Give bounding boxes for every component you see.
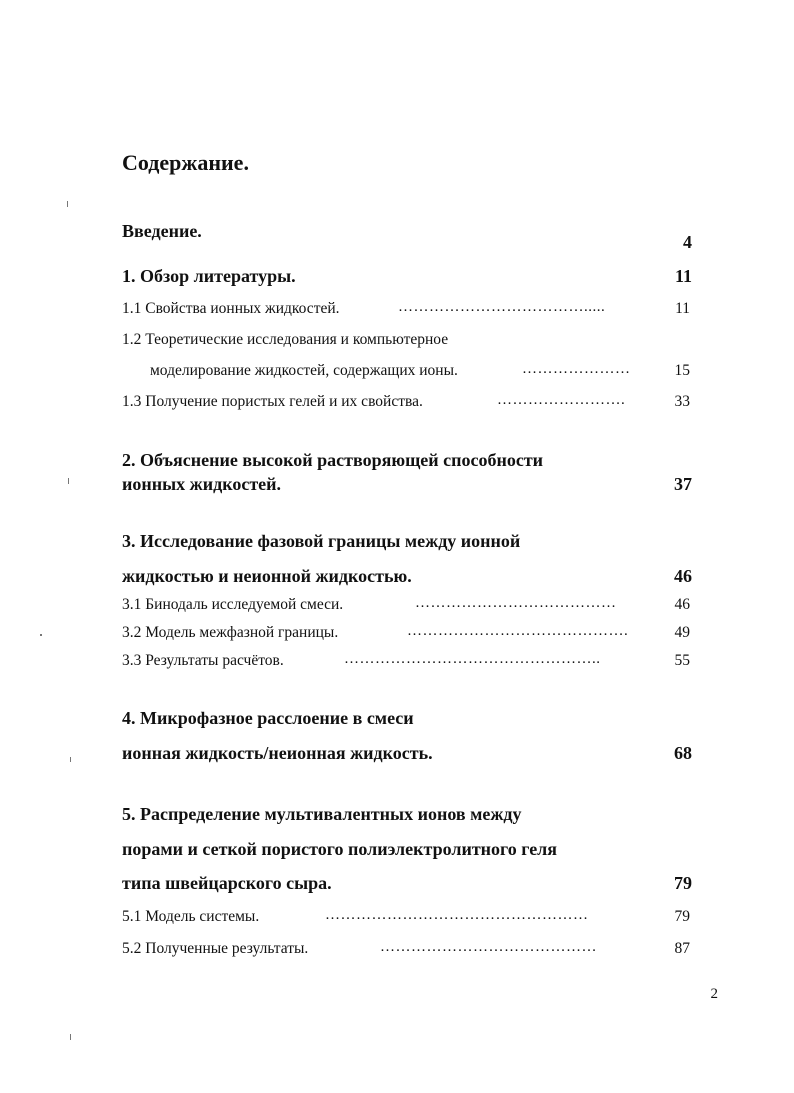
toc-section-1-2-leader: …………………	[522, 361, 631, 377]
scan-mark	[67, 201, 68, 207]
toc-section-3-2-page: 49	[674, 624, 690, 641]
toc-section-5-2-page: 87	[674, 940, 690, 957]
page-title: Содержание.	[122, 150, 249, 175]
toc-section-3-2-leader: …………………………………….	[407, 623, 629, 639]
toc-section-5-1-title: 5.1 Модель системы.	[122, 908, 260, 925]
toc-chapter-5-title-line1: 5. Распределение мультивалентных ионов между	[122, 804, 522, 824]
toc-section-5-1-page: 79	[674, 908, 690, 925]
toc-section-3-3-page: 55	[674, 652, 690, 669]
toc-chapter-4-title-line1: 4. Микрофазное расслоение в смеси	[122, 708, 414, 728]
toc-chapter-4-page: 68	[674, 743, 692, 763]
toc-section-3-1-title: 3.1 Бинодаль исследуемой смеси.	[122, 596, 344, 613]
toc-chapter-1-title: 1. Обзор литературы.	[122, 266, 296, 286]
toc-chapter-3-title-line1: 3. Исследование фазовой границы между ионной	[122, 531, 521, 551]
toc-section-1-1-title: 1.1 Свойства ионных жидкостей.	[122, 300, 340, 317]
toc-intro-title: Введение.	[122, 221, 202, 241]
toc-section-1-3-leader: …………………….	[497, 392, 626, 408]
scan-mark	[70, 1034, 71, 1040]
toc-chapter-2-title-line1: 2. Объяснение высокой растворяющей способности	[122, 450, 544, 470]
toc-section-5-1-leader: ……………………………………………	[325, 907, 589, 923]
toc-chapter-2-page: 37	[674, 474, 692, 494]
toc-section-3-1-leader: …………………………………	[415, 595, 617, 611]
toc-section-1-3-page: 33	[674, 393, 690, 410]
toc-chapter-3-page: 46	[674, 566, 692, 586]
toc-chapter-5-title-line2: порами и сеткой пористого полиэлектролитного геля	[122, 839, 558, 859]
toc-section-5-2-leader: ……………………………………	[380, 939, 597, 955]
toc-section-3-3-title: 3.3 Результаты расчётов.	[122, 652, 284, 669]
toc-chapter-2-title-line2: ионных жидкостей.	[122, 474, 282, 494]
toc-section-1-1-page: 11	[675, 300, 690, 317]
toc-section-1-2-page: 15	[674, 362, 690, 379]
toc-section-3-2-title: 3.2 Модель межфазной границы.	[122, 624, 339, 641]
toc-section-1-2-title-line2: моделирование жидкостей, содержащих ионы.	[150, 362, 458, 379]
toc-section-3-1-page: 46	[674, 596, 690, 613]
toc-chapter-5-title-line3: типа швейцарского сыра.	[122, 873, 332, 893]
toc-section-1-1-leader: ……………………………….....	[398, 299, 606, 315]
toc-intro-page: 4	[683, 232, 692, 252]
scan-mark	[68, 478, 69, 484]
toc-section-1-3-title: 1.3 Получение пористых гелей и их свойства.	[122, 393, 423, 410]
scan-mark	[70, 757, 71, 762]
toc-chapter-4-title-line2: ионная жидкость/неионная жидкость.	[122, 743, 433, 763]
scan-mark	[40, 634, 42, 636]
toc-section-3-3-leader: …………………………………………..	[344, 651, 601, 667]
page-number: 2	[710, 986, 718, 1002]
toc-section-1-2-title-line1: 1.2 Теоретические исследования и компьютерное	[122, 331, 449, 348]
toc-chapter-1-page: 11	[674, 266, 692, 286]
toc-section-5-2-title: 5.2 Полученные результаты.	[122, 940, 309, 957]
toc-chapter-3-title-line2: жидкостью и неионной жидкостью.	[122, 566, 412, 586]
toc-chapter-5-page: 79	[674, 873, 692, 893]
